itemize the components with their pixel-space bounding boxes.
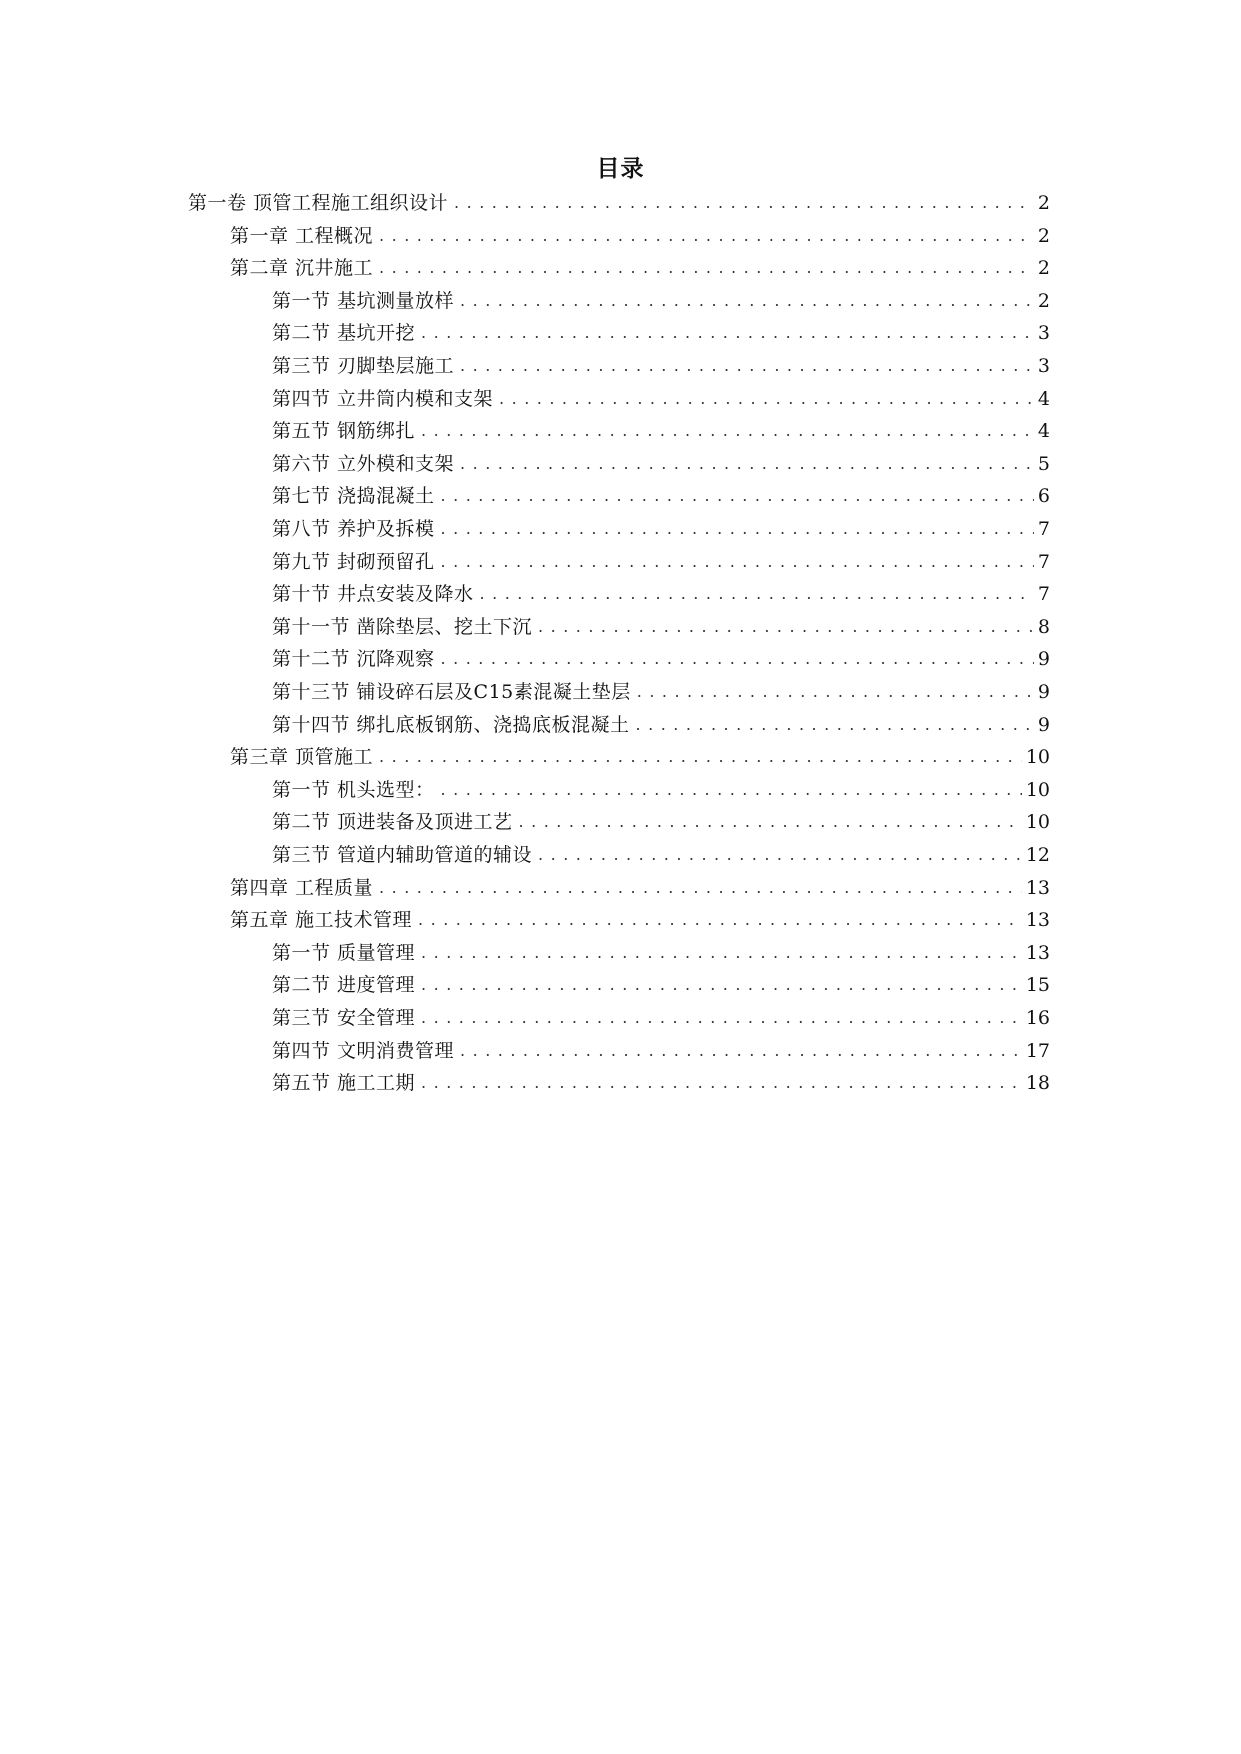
toc-entry[interactable] bbox=[272, 674, 1050, 704]
toc-entry-label: 第二节 顶进装备及顶进工艺 bbox=[272, 811, 513, 834]
toc-entry[interactable] bbox=[272, 1000, 1050, 1030]
toc-entry-page-number: 3 bbox=[1037, 322, 1050, 345]
toc-entry-label: 第九节 封砌预留孔 bbox=[272, 550, 435, 573]
toc-entry-page-number: 16 bbox=[1025, 1007, 1050, 1029]
toc-dot-leader bbox=[421, 1006, 1022, 1030]
toc-entry-page-number: 13 bbox=[1025, 876, 1050, 899]
toc-entry-page-number: 17 bbox=[1025, 1039, 1050, 1062]
toc-entry[interactable] bbox=[272, 478, 1050, 508]
toc-entry-label: 第五章 施工技术管理 bbox=[230, 909, 413, 932]
toc-entry-label: 第三章 顶管施工 bbox=[230, 746, 374, 769]
toc-entry-page-number: 9 bbox=[1037, 713, 1050, 736]
toc-entry[interactable] bbox=[272, 381, 1050, 411]
toc-entry[interactable] bbox=[272, 348, 1050, 378]
toc-entry-page-number: 2 bbox=[1037, 224, 1050, 247]
toc-dot-leader bbox=[460, 354, 1034, 378]
toc-dot-leader bbox=[379, 745, 1022, 769]
toc-entry-page-number: 2 bbox=[1037, 257, 1050, 280]
toc-dot-leader bbox=[538, 615, 1034, 639]
toc-entry[interactable] bbox=[272, 446, 1050, 476]
toc-entry-page-number: 13 bbox=[1025, 941, 1050, 964]
toc-dot-leader bbox=[460, 289, 1034, 313]
toc-entry[interactable] bbox=[230, 218, 1050, 248]
toc-entry-page-number: 12 bbox=[1025, 844, 1050, 866]
toc-entry[interactable] bbox=[230, 739, 1050, 769]
toc-entry[interactable] bbox=[272, 315, 1050, 345]
toc-entry-label: 第四节 立井筒内模和支架 bbox=[272, 387, 494, 410]
toc-entry-label: 第五节 施工工期 bbox=[272, 1072, 416, 1095]
toc-dot-leader bbox=[421, 321, 1034, 345]
toc-entry[interactable] bbox=[272, 641, 1050, 671]
toc-entry-label: 第三节 管道内辅助管道的辅设 bbox=[272, 844, 533, 866]
toc-entry[interactable] bbox=[272, 1065, 1050, 1095]
toc-entry-label: 第十三节 铺设碎石层及C15素混凝土垫层 bbox=[272, 681, 631, 703]
toc-entry-page-number: 18 bbox=[1025, 1072, 1050, 1095]
toc-entry-page-number: 2 bbox=[1037, 192, 1050, 214]
toc-dot-leader bbox=[460, 1039, 1022, 1063]
toc-entry[interactable] bbox=[272, 837, 1050, 867]
toc-dot-leader bbox=[421, 1071, 1022, 1095]
toc-dot-leader bbox=[441, 484, 1034, 508]
toc-entry-label: 第七节 浇捣混凝土 bbox=[272, 485, 435, 508]
toc-dot-leader bbox=[499, 387, 1034, 411]
toc-entry-page-number: 4 bbox=[1037, 420, 1050, 443]
toc-dot-leader bbox=[418, 908, 1022, 932]
toc-entry[interactable] bbox=[272, 413, 1050, 443]
toc-dot-leader bbox=[379, 256, 1034, 280]
toc-dot-leader bbox=[441, 550, 1034, 574]
toc-entry[interactable] bbox=[272, 1033, 1050, 1063]
toc-entry[interactable] bbox=[230, 250, 1050, 280]
toc-entry-page-number: 9 bbox=[1037, 681, 1050, 703]
toc-entry-page-number: 5 bbox=[1037, 452, 1050, 475]
toc-dot-leader bbox=[460, 452, 1034, 476]
toc-entry[interactable] bbox=[272, 576, 1050, 606]
toc-entry-label: 第一章 工程概况 bbox=[230, 224, 374, 247]
toc-entry[interactable] bbox=[272, 804, 1050, 834]
toc-entry[interactable] bbox=[272, 772, 1050, 802]
toc-dot-leader bbox=[379, 224, 1034, 248]
toc-entry-label: 第十四节 绑扎底板钢筋、浇捣底板混凝土 bbox=[272, 713, 630, 736]
toc-entry-page-number: 7 bbox=[1037, 550, 1050, 573]
toc-entry-label: 第五节 钢筋绑扎 bbox=[272, 420, 416, 443]
toc-entry-page-number: 10 bbox=[1025, 746, 1050, 769]
toc-dot-leader bbox=[421, 973, 1022, 997]
toc-dot-leader bbox=[441, 517, 1034, 541]
toc-dot-leader bbox=[538, 843, 1022, 867]
toc-entry-label: 第二章 沉井施工 bbox=[230, 257, 374, 280]
toc-entry-page-number: 7 bbox=[1037, 518, 1050, 540]
toc-entry-label: 第四节 文明消费管理 bbox=[272, 1039, 455, 1062]
toc-dot-leader bbox=[441, 647, 1034, 671]
toc-entry[interactable] bbox=[272, 609, 1050, 639]
toc-entry[interactable] bbox=[188, 185, 1050, 215]
toc-dot-leader bbox=[441, 778, 1022, 802]
toc-entry[interactable] bbox=[272, 707, 1050, 737]
toc-dot-leader bbox=[637, 680, 1034, 704]
toc-entry-label: 第二节 基坑开挖 bbox=[272, 322, 416, 345]
toc-entry-label: 第一卷 顶管工程施工组织设计 bbox=[188, 192, 449, 214]
toc-entry-label: 第三节 刃脚垫层施工 bbox=[272, 355, 455, 377]
toc-dot-leader bbox=[454, 191, 1034, 215]
toc-entry[interactable] bbox=[272, 283, 1050, 313]
toc-dot-leader bbox=[636, 713, 1034, 737]
toc-entry-page-number: 4 bbox=[1037, 387, 1050, 410]
toc-entry[interactable] bbox=[272, 967, 1050, 997]
toc-entry-label: 第六节 立外模和支架 bbox=[272, 452, 455, 475]
toc-entry-label: 第十节 井点安装及降水 bbox=[272, 583, 474, 606]
toc-entry-page-number: 10 bbox=[1025, 778, 1050, 801]
toc-entry-page-number: 15 bbox=[1025, 974, 1050, 997]
toc-entry-page-number: 9 bbox=[1037, 648, 1050, 671]
toc-dot-leader bbox=[480, 582, 1034, 606]
toc-title: 目录 bbox=[596, 156, 645, 182]
toc-entry-page-number: 2 bbox=[1037, 289, 1050, 312]
toc-entry[interactable] bbox=[272, 935, 1050, 965]
toc-entry-page-number: 6 bbox=[1037, 485, 1050, 508]
toc-entry-label: 第一节 机头选型： bbox=[272, 778, 435, 801]
toc-entry-label: 第十一节 凿除垫层、挖土下沉 bbox=[272, 615, 533, 638]
toc-entry[interactable] bbox=[230, 870, 1050, 900]
toc-entry-page-number: 8 bbox=[1037, 615, 1050, 638]
toc-entry-page-number: 10 bbox=[1025, 811, 1050, 834]
toc-entry-label: 第四章 工程质量 bbox=[230, 876, 374, 899]
toc-entry[interactable] bbox=[230, 902, 1050, 932]
toc-entry-label: 第二节 进度管理 bbox=[272, 974, 416, 997]
toc-dot-leader bbox=[421, 419, 1034, 443]
toc-entry-label: 第三节 安全管理 bbox=[272, 1007, 416, 1029]
toc-entry-page-number: 7 bbox=[1037, 583, 1050, 606]
toc-dot-leader bbox=[421, 941, 1022, 965]
toc-dot-leader bbox=[519, 810, 1022, 834]
toc-entry-label: 第十二节 沉降观察 bbox=[272, 648, 435, 671]
toc-entry-label: 第一节 质量管理 bbox=[272, 941, 416, 964]
toc-dot-leader bbox=[379, 876, 1022, 900]
toc-entry-page-number: 13 bbox=[1025, 909, 1050, 932]
toc-entry-label: 第八节 养护及拆模 bbox=[272, 518, 435, 540]
toc-entry[interactable] bbox=[272, 511, 1050, 541]
toc-entry-label: 第一节 基坑测量放样 bbox=[272, 289, 455, 312]
toc-entry[interactable] bbox=[272, 544, 1050, 574]
toc-entry-page-number: 3 bbox=[1037, 355, 1050, 377]
